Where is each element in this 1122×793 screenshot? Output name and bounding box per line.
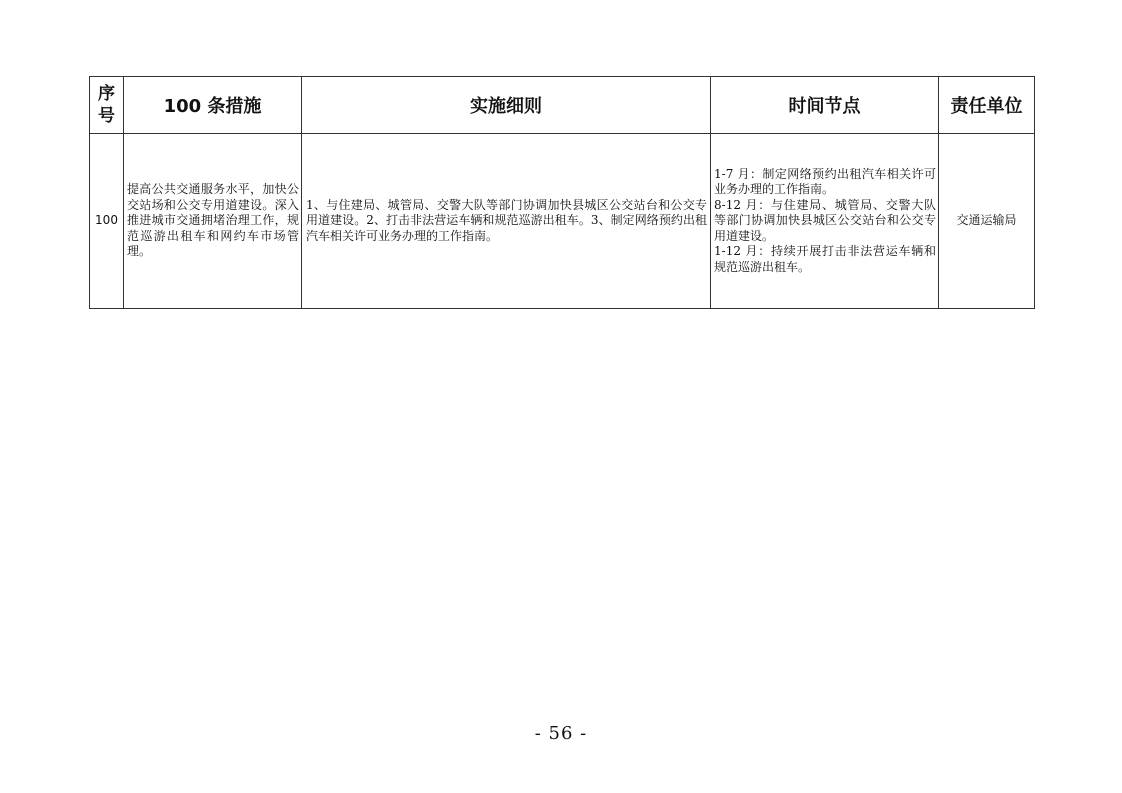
header-unit: 责任单位 [939, 77, 1035, 134]
cell-details: 1、与住建局、城管局、交警大队等部门协调加快县城区公交站台和公交专用道建设。2、打击非法营运车辆和规范巡游出租车。3、制定网络预约出租汽车相关许可业务办理的工作指南。 [302, 134, 711, 309]
timeline-item: 8-12 月：与住建局、城管局、交警大队等部门协调加快县城区公交站台和公交专用道建设。 [714, 197, 936, 243]
header-timeline: 时间节点 [711, 77, 939, 134]
cell-measure: 提高公共交通服务水平，加快公交站场和公交专用道建设。深入推进城市交通拥堵治理工作，规范巡游出租车和网约车市场管理。 [124, 134, 302, 309]
table-header [90, 77, 1035, 134]
header-measure: 100 条措施 [124, 77, 302, 134]
page-number: - 56 - [534, 723, 588, 744]
timeline-item: 1-12 月：持续开展打击非法营运车辆和规范巡游出租车。 [714, 244, 936, 274]
header-row [90, 77, 1035, 134]
cell-responsible-unit: 交通运输局 [939, 134, 1035, 309]
header-seq: 序号 [90, 77, 124, 134]
header-details: 实施细则 [302, 77, 711, 134]
cell-timeline [711, 134, 939, 309]
timeline-item: 1-7 月：制定网络预约出租汽车相关许可业务办理的工作指南。 [714, 166, 936, 197]
cell-seq: 100 [90, 134, 124, 309]
measures-table [89, 76, 1035, 309]
table-body [90, 134, 1035, 309]
table-row [90, 134, 1035, 309]
